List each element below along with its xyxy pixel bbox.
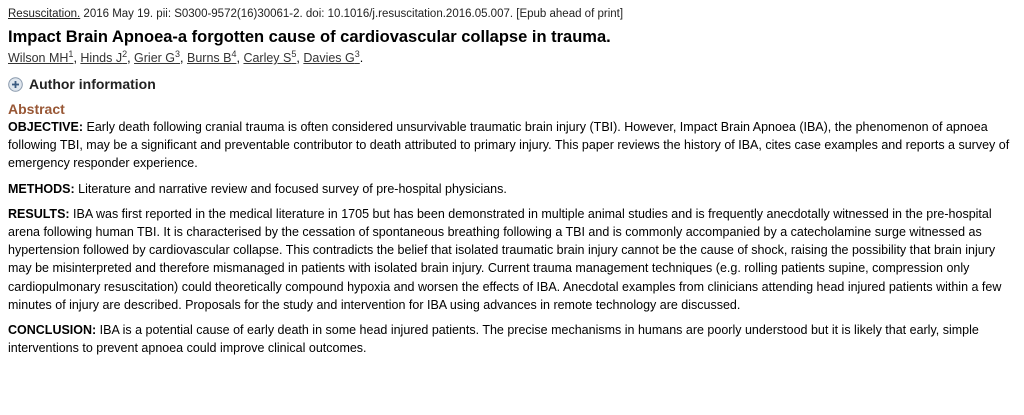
author-link-grier[interactable]: Grier $G^3$ bbox=[134, 48, 181, 65]
methods-text: Literature and narrative review and focused survey of pre-hospital physicians. bbox=[74, 181, 507, 196]
abstract-heading: Abstract bbox=[8, 101, 65, 117]
plus-circle-icon[interactable] bbox=[8, 77, 23, 92]
author-information-label[interactable]: Author information bbox=[29, 76, 156, 92]
author-link-hinds[interactable]: Hinds $J^2$ bbox=[80, 48, 128, 65]
author-information-toggle[interactable] bbox=[8, 75, 1016, 93]
author-link-burns[interactable]: Burns $B^4$ bbox=[187, 48, 237, 65]
citation-details: 2016 May 19. pii: S0300-9572(16)30061-2. doi: 10.1016/j.resuscitation.2016.05.007. [Epub ahead of print] bbox=[80, 8, 624, 20]
author-link-carley[interactable]: Carley $S^5$ bbox=[243, 48, 297, 65]
methods-label: METHODS: bbox=[8, 181, 75, 196]
abstract-results bbox=[8, 205, 1012, 314]
author-link-wilson[interactable]: Wilson $MH^1$ bbox=[8, 48, 74, 65]
objective-text: Early death following cranial trauma is often considered unsurvivable traumatic brain injury (TBI). However, Impact Brain Apnoea (IBA), the phenomenon of apnoea following TBI, may be a significant and preventable contributor to death attributed to primary injury. This paper reviews the history of IBA, cites case examples and reports a survey of emergency responder experience. bbox=[8, 120, 1010, 171]
citation-line bbox=[8, 6, 1016, 22]
author-link-davies[interactable]: Davies $G^3$ bbox=[303, 48, 360, 65]
conclusion-label: CONCLUSION: bbox=[8, 323, 97, 338]
abstract-objective bbox=[8, 118, 1012, 173]
abstract-methods bbox=[8, 180, 1012, 198]
conclusion-text: IBA is a potential cause of early death in some head injured patients. The precise mechanisms in humans are poorly understood but it is likely that early, simple interventions to prevent apnoea could improve clinical outcomes. bbox=[8, 323, 979, 356]
article-title: Impact Brain Apnoea-a forgotten cause of cardiovascular collapse in trauma. bbox=[8, 28, 611, 46]
results-label: RESULTS: bbox=[8, 206, 70, 221]
author-list: Wilson $MH^1$, Hinds $J^2$, Grier $G^3$, Burns $B^4$, Carley $S^5$, Davies $G^3$. bbox=[8, 48, 364, 65]
journal-link[interactable]: Resuscitation. bbox=[8, 8, 81, 20]
results-text: IBA was first reported in the medical literature in 1705 but has been demonstrated in multiple animal studies and is frequently anecdotally witnessed in the pre-hospital arena following human TBI. It is characterised by the cessation of spontaneous breathing following a TBI and is commonly accompanied by a catecholamine surge witnessed as hypertension followed by cardiovascular collapse. This contradicts the belief that isolated traumatic brain injury cannot be the cause of shock, raising the possibility that brain injury may be misinterpreted and therefore mismanaged in patients with isolated brain injury. Current trauma management techniques (e.g. rolling patients supine, compression only cardiopulmonary resuscitation) could theoretically compound hypoxia and worsen the effects of IBA. Anecdotal examples from clinicians attending head injured patients within a few minutes of injury are described. Proposals for the study and intervention for IBA using advances in remote technology are discussed. bbox=[8, 206, 1002, 312]
objective-label: OBJECTIVE: bbox=[8, 120, 84, 134]
abstract-conclusion bbox=[8, 321, 1012, 357]
